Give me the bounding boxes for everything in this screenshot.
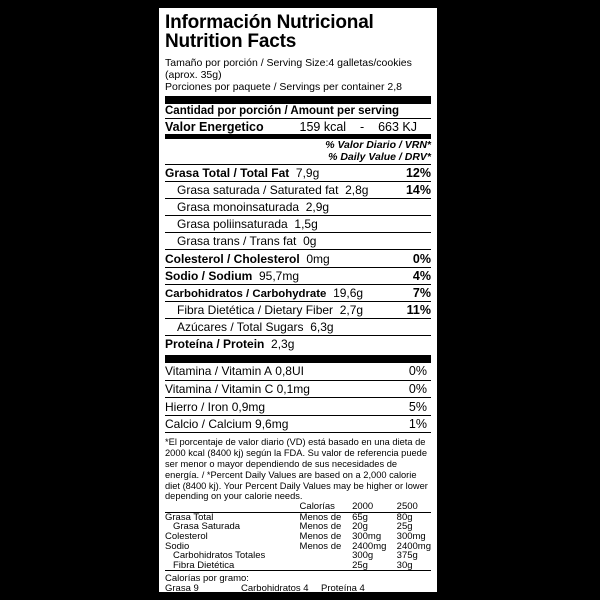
energy-row: [165, 119, 431, 135]
nutrient-row-total-sugars: [165, 319, 431, 336]
nutrient-row-carbohydrate: [165, 285, 431, 302]
servings-per-container: Porciones por paquete / Servings per container 2,8: [165, 81, 402, 93]
vitamin-label: Calcio / Calcium: [165, 417, 252, 432]
dv-table-header: Calorías 2000 2500: [165, 502, 431, 512]
dv-table-row: Grasa Total Menos de 65g 80g: [165, 511, 413, 523]
energy-label: Valor Energetico: [165, 119, 264, 134]
nutrient-row-monounsaturated-fat: [165, 199, 431, 216]
dv-table-row: Grasa Saturada Menos de 20g 25g: [173, 521, 413, 533]
nutrient-value: 6,3g: [310, 319, 334, 334]
vitamin-row-a: [165, 363, 431, 381]
nutrient-percent: 0%: [412, 251, 431, 266]
vitamin-row-c: [165, 381, 431, 399]
calories-per-gram-protein: Proteína 4: [321, 583, 365, 594]
nutrient-label: Proteína / Protein: [165, 337, 265, 352]
daily-value-reference-table: [165, 502, 431, 571]
vitamin-row-iron: [165, 398, 431, 416]
nutrient-list: [165, 165, 431, 353]
nutrient-percent: 7%: [412, 285, 431, 300]
nutrient-row-dietary-fiber: [165, 302, 431, 319]
nutrient-label: Grasa poliinsaturada: [177, 217, 288, 232]
nutrient-row-cholesterol: [165, 250, 431, 267]
nutrient-label: Grasa saturada / Saturated fat: [177, 183, 339, 198]
calories-per-gram: [165, 574, 431, 594]
footnote: *El porcentaje de valor diario (VD) está basado en una dieta de 2000 kcal (8400 kj) según la FDA. Su valor de referencia puede ser menor o mayor dependiendo de sus necesidades de energía. / *Percent Daily Values are based on a 2,000 calorie diet (8400 kj). Your Percent Daily Values may be higher or lower depending on your calorie needs.: [165, 437, 428, 502]
energy-sep: -: [360, 119, 365, 134]
vitamin-value: 0,1mg: [276, 381, 310, 396]
nutrient-value: 19,6g: [333, 285, 364, 300]
nutrient-row-total-fat: [165, 165, 431, 182]
nutrient-value: 1,5g: [294, 217, 318, 232]
nutrient-value: 0mg: [306, 251, 330, 266]
divider-thick: [165, 355, 431, 363]
nutrient-percent: 12%: [405, 166, 431, 181]
dv-table-row: Fibra Dietética 25g 30g: [165, 561, 431, 571]
dv-table-row: Carbohidratos Totales 300g 375g: [173, 550, 418, 562]
vitamin-value: 0,8UI: [275, 364, 304, 379]
vitamin-list: [165, 363, 431, 433]
vitamin-row-calcium: [165, 416, 431, 434]
nutrient-label: Fibra Dietética / Dietary Fiber: [177, 302, 334, 317]
nutrient-label: Azúcares / Total Sugars: [177, 319, 304, 334]
calories-per-gram-label: Calorías por gramo:: [165, 573, 249, 585]
vitamin-label: Vitamina / Vitamin C: [165, 381, 274, 396]
nutrient-percent: 4%: [412, 268, 431, 283]
nutrition-label: [157, 6, 439, 594]
nutrient-label: Colesterol / Cholesterol: [165, 251, 300, 266]
calories-per-gram-carb: Carbohidratos 4: [241, 583, 309, 594]
vitamin-percent: 0%: [408, 381, 427, 396]
daily-value-header: [165, 139, 431, 165]
amount-header-text: Cantidad por porción / Amount per serving: [165, 105, 400, 117]
nutrient-value: 2,9g: [305, 200, 330, 215]
nutrient-percent: 14%: [405, 183, 431, 198]
nutrient-row-saturated-fat: [165, 182, 431, 199]
nutrient-value: 95,7mg: [259, 268, 300, 283]
dv-header-english: % Daily Value / DRV*: [328, 150, 431, 163]
vitamin-value: 0,9mg: [231, 399, 266, 414]
divider-thick: [165, 96, 431, 104]
nutrient-row-polyunsaturated-fat: [165, 216, 431, 233]
vitamin-percent: 5%: [408, 399, 427, 414]
serving-size: Tamaño por porción / Serving Size:4 galletas/cookies (aprox. 35g): [165, 57, 412, 81]
nutrient-value: 2,3g: [271, 337, 295, 352]
dv-table-row: Sodio Menos de 2400mg 2400mg: [165, 540, 431, 552]
energy-kj: 663 KJ: [378, 119, 417, 134]
vitamin-value: 9,6mg: [255, 417, 289, 432]
energy-kcal: 159 kcal: [299, 119, 347, 134]
nutrient-value: 2,7g: [339, 302, 364, 317]
dv-table-row: Colesterol Menos de 300mg 300mg: [165, 530, 426, 542]
nutrient-label: Grasa trans / Trans fat: [177, 234, 297, 249]
vitamin-percent: 0%: [408, 364, 427, 379]
nutrient-value: 0g: [303, 234, 317, 249]
calories-per-gram-fat: Grasa 9: [165, 583, 199, 594]
vitamin-percent: 1%: [408, 417, 427, 432]
amount-per-serving-header: [165, 104, 431, 119]
dv-header-spanish: % Valor Diario / VRN*: [325, 139, 431, 151]
nutrient-label: Sodio / Sodium: [165, 268, 253, 283]
nutrient-label: Carbohidratos / Carbohydrate: [165, 287, 327, 300]
nutrient-label: Grasa monoinsaturada: [177, 200, 300, 215]
nutrient-value: 2,8g: [345, 183, 369, 198]
nutrient-percent: 11%: [406, 302, 431, 317]
nutrient-row-protein: [165, 336, 431, 353]
vitamin-label: Hierro / Iron: [165, 399, 229, 414]
title-english: Nutrition Facts: [165, 31, 297, 52]
nutrient-row-sodium: [165, 268, 431, 285]
title-spanish: Información Nutricional: [165, 12, 374, 33]
nutrient-value: 7,9g: [295, 166, 320, 181]
nutrient-row-trans-fat: [165, 233, 431, 250]
nutrient-label: Grasa Total / Total Fat: [165, 166, 290, 181]
vitamin-label: Vitamina / Vitamin A: [165, 364, 272, 379]
